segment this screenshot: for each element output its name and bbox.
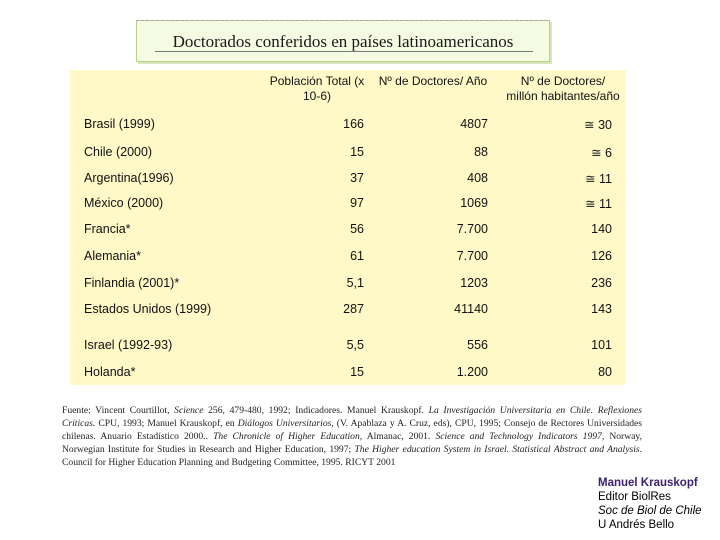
table-cell-doctors: 1069 [460, 196, 488, 210]
table-cell-per-million: ≅ 30 [584, 118, 612, 132]
table-row-country: México (2000) [84, 196, 164, 210]
header-doctors-per-year: Nº de Doctores/ Año [378, 74, 488, 88]
table-cell-population: 61 [350, 249, 364, 263]
page-title: Doctorados conferidos en países latinoamericanos [172, 32, 514, 51]
table-row-country: Brasil (1999) [84, 117, 155, 131]
source-text: The Chronicle of Higher Education [213, 431, 360, 442]
source-text: Science [174, 405, 204, 416]
table-cell-doctors: 41140 [454, 302, 488, 316]
author-society: Soc de Biol de Chile [598, 505, 702, 517]
table-cell-population: 287 [343, 302, 364, 316]
table-cell-population: 166 [343, 117, 364, 131]
source-text: The Higher education System in Israel. Statistical Abstract and Analysis [354, 444, 640, 455]
title-box [136, 20, 550, 62]
author-role: Editor BiolRes [598, 491, 671, 503]
header-population: Población Total (x 10-6) [269, 74, 365, 103]
table-row-country: Holanda* [84, 365, 136, 379]
author-university: U Andrés Bello [598, 519, 675, 531]
table-cell-per-million: 126 [591, 249, 612, 263]
source-text: , Norway, Norwegian Institute for Studies in Research and Higher Education, 1997; [62, 431, 642, 455]
source-text: La Investigación Universitaria en Chile. Reflexiones Críticas. [62, 405, 642, 429]
table-cell-per-million: ≅ 6 [591, 146, 612, 160]
title-underline [155, 51, 533, 52]
table-row-country: Argentina(1996) [84, 171, 174, 185]
source-text: Diálogos Universitarios, [237, 418, 334, 429]
author-credit [598, 476, 702, 532]
table-row-country: Finlandia (2001)* [84, 276, 180, 290]
table-cell-population: 15 [350, 365, 364, 379]
table-cell-population: 56 [350, 222, 364, 236]
source-text: 256, 479-480, 1992; Indicadores. Manuel Krauskopf. [203, 405, 429, 416]
table-cell-doctors: 1.200 [456, 365, 488, 379]
title-divider [136, 20, 548, 23]
table-cell-per-million: 140 [591, 222, 612, 236]
table-cell-population: 5,5 [346, 338, 364, 352]
table-row-country: Chile (2000) [84, 145, 153, 159]
table-cell-per-million: ≅ 11 [585, 172, 612, 186]
table-cell-population: 97 [350, 196, 364, 210]
table-cell-population: 37 [350, 171, 364, 185]
table-row-country: Estados Unidos (1999) [84, 302, 212, 316]
source-text: , Almanac, 2001. [359, 431, 436, 442]
author-name: Manuel Krauskopf [598, 477, 698, 489]
table-cell-per-million: 101 [591, 338, 612, 352]
source-text: (V. Apablaza y A. Cruz, eds), CPU, 1995; Consejo de Rectores Universidades chilenas. Anuario Estadístico 2000.. [62, 418, 642, 442]
source-text: CPU, 1993; Manuel Krauskopf, en [95, 418, 238, 429]
table-cell-doctors: 1203 [460, 276, 488, 290]
table-cell-per-million: ≅ 11 [585, 197, 612, 211]
table-cell-per-million: 143 [591, 302, 612, 316]
table-cell-population: 15 [350, 145, 364, 159]
table-cell-doctors: 556 [467, 338, 488, 352]
table-cell-doctors: 4807 [460, 117, 488, 131]
table-cell-doctors: 408 [467, 171, 488, 185]
table-cell-per-million: 236 [591, 276, 612, 290]
table-row-country: Francia* [84, 222, 131, 236]
source-text: Fuente: Vincent Courtillot, [62, 405, 175, 416]
table-cell-doctors: 7.700 [456, 249, 488, 263]
source-note [62, 404, 642, 469]
source-text: Science and Technology Indicators 1997 [435, 431, 602, 442]
table-cell-per-million: 80 [598, 365, 612, 379]
table-cell-doctors: 88 [474, 145, 488, 159]
source-text: . Council for Higher Education Planning and Budgeting Committee, 1995. RICYT 2001 [62, 444, 642, 468]
table-cell-population: 5,1 [346, 276, 364, 290]
header-doctors-per-million: Nº de Doctores/ millón habitantes/año [506, 74, 620, 103]
table-cell-doctors: 7.700 [456, 222, 488, 236]
table-row-country: Alemania* [84, 249, 141, 263]
table-row-country: Israel (1992-93) [84, 338, 173, 352]
